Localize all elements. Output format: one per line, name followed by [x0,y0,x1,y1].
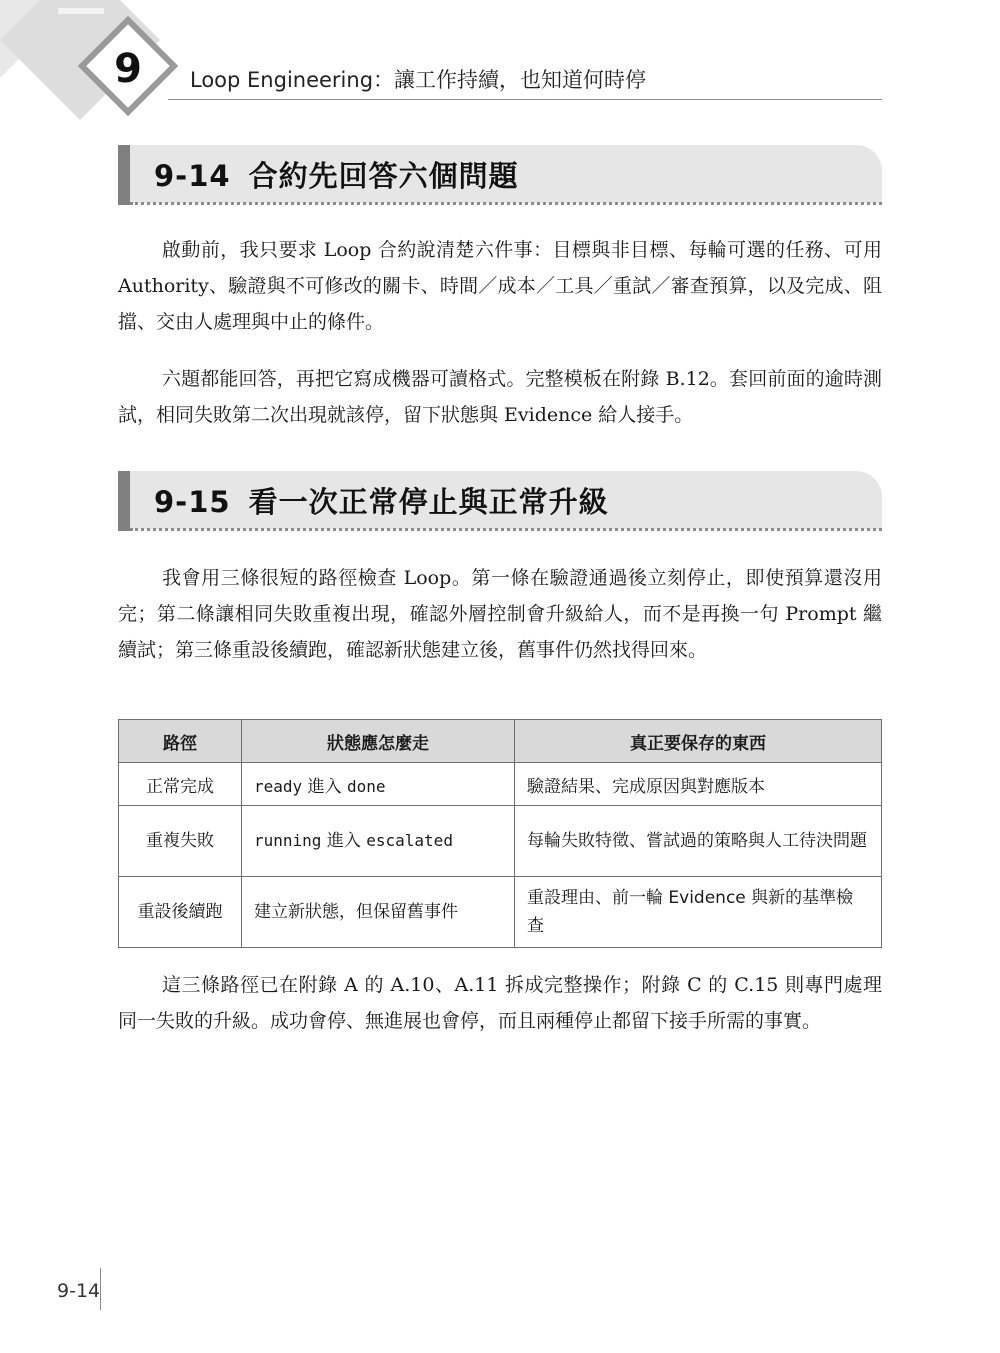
chapter-corner-decoration [0,0,200,140]
section-title-text: 看一次正常停止與正常升級 [248,485,609,519]
state-from: running [254,831,322,850]
paragraph: 啟動前，我只要求 Loop 合約說清楚六件事：目標與非目標、每輪可選的任務、可用 Authority、驗證與不可修改的關卡、時間／成本／工具／重試／審查預算，以及完成、阻擋、交由人處理與中止的條件。 [118,239,882,333]
path-cell: 重複失敗 [119,806,242,877]
state-verb: 進入 [302,776,347,797]
section-heading-9-15 [118,471,882,531]
state-to: done [346,776,386,796]
chapter-number: 9 [114,46,142,92]
section-heading-9-14 [118,145,882,205]
heading-dotted-rule [130,528,882,531]
header-divider [168,99,882,100]
section-title [154,480,609,521]
state-cell: 建立新狀態，但保留舊事件 [242,877,515,948]
heading-bar [118,471,130,531]
table-header-cell: 真正要保存的東西 [515,720,882,763]
page-number-divider [100,1268,101,1310]
table-header-row [119,720,882,763]
state-to: escalated [366,831,453,850]
keep-cell: 驗證結果、完成原因與對應版本 [515,763,882,806]
chapter-title: Loop Engineering：讓工作持續，也知道何時停 [190,68,647,92]
keep-cell: 每輪失敗特徵、嘗試過的策略與人工待決問題 [515,806,882,877]
section-number: 9-14 [154,159,231,193]
state-cell [242,763,515,806]
path-cell: 重設後續跑 [119,877,242,948]
table-header-cell: 路徑 [119,720,242,763]
paragraph: 我會用三條很短的路徑檢查 Loop。第一條在驗證通過後立刻停止，即使預算還沒用完；第二條讓相同失敗重複出現，確認外層控制會升級給人，而不是再換一句 Prompt 繼續試；第三條重設後續跑，確認新狀態建立後，舊事件仍然找得回來。 [118,567,882,661]
paragraph: 六題都能回答，再把它寫成機器可讀格式。完整模板在附錄 B.12。套回前面的逾時測試，相同失敗第二次出現就該停，留下狀態與 Evidence 給人接手。 [118,368,882,426]
table-row [119,763,882,806]
state-cell [242,806,515,877]
state-from: ready [254,776,303,796]
section-title [154,154,519,195]
table-header-cell: 狀態應怎麼走 [242,720,515,763]
paragraph: 這三條路徑已在附錄 A 的 A.10、A.11 拆成完整操作；附錄 C 的 C.15 則專門處理同一失敗的升級。成功會停、無進展也會停，而且兩種停止都留下接手所需的事實。 [118,974,882,1032]
page-number: 9-14 [57,1280,101,1302]
heading-bar [118,145,130,205]
section-number: 9-15 [154,485,231,519]
state-verb: 進入 [321,831,367,851]
keep-cell: 重設理由、前一輪 Evidence 與新的基準檢查 [515,877,882,948]
table-row [119,806,882,877]
section-title-text: 合約先回答六個問題 [248,159,519,193]
table-row [119,877,882,948]
heading-dotted-rule [130,202,882,205]
path-cell: 正常完成 [119,763,242,806]
loop-paths-table [118,719,882,948]
